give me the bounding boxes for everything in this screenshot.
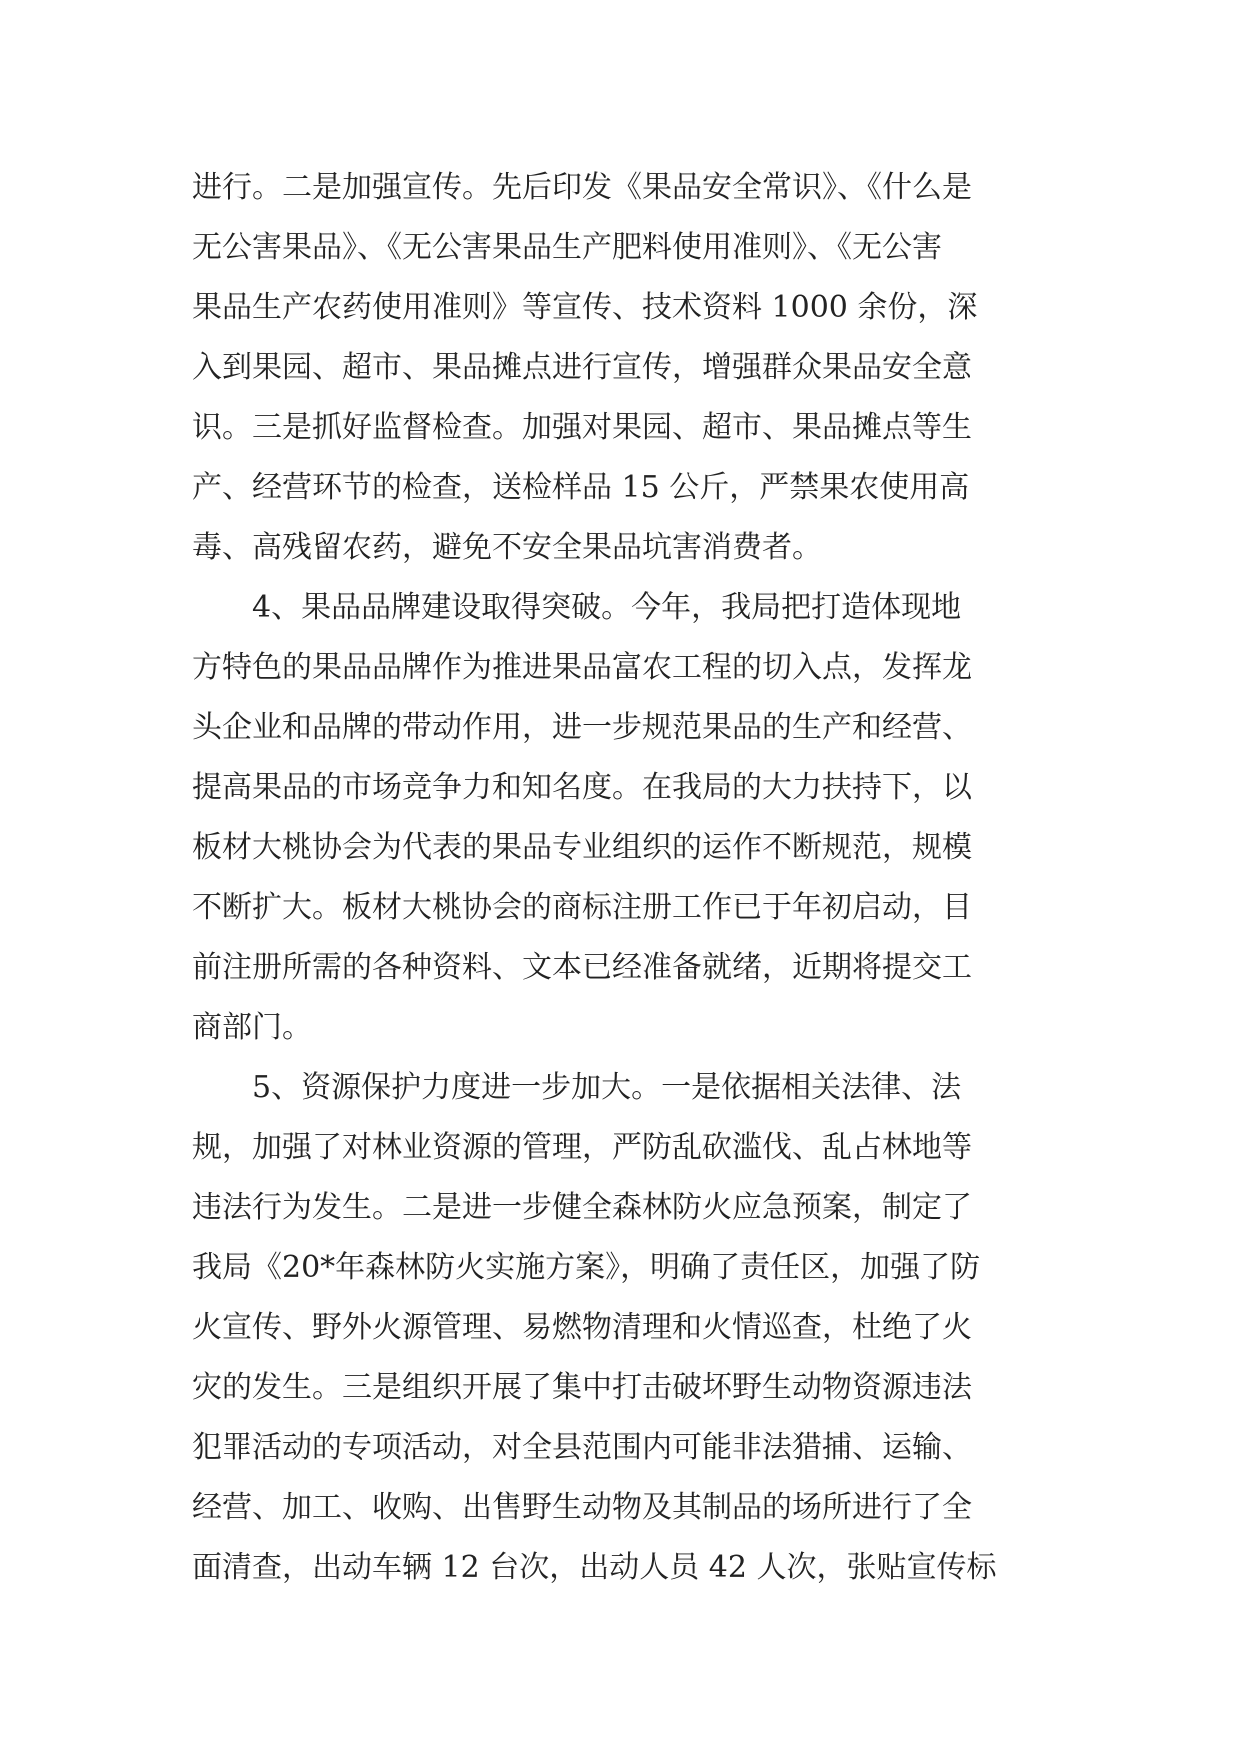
text-line: 面清查，出动车辆 12 台次，出动人员 42 人次，张贴宣传标: [192, 1550, 997, 1585]
text-line: 识。三是抓好监督检查。加强对果园、超市、果品摊点等生: [192, 410, 972, 445]
text-line: 毒、高残留农药，避免不安全果品坑害消费者。: [192, 530, 822, 565]
text-line: 火宣传、野外火源管理、易燃物清理和火情巡查，杜绝了火: [192, 1310, 972, 1345]
text-line: 入到果园、超市、果品摊点进行宣传，增强群众果品安全意: [192, 350, 972, 385]
body-text: [192, 158, 1072, 1598]
text-line: 规，加强了对林业资源的管理，严防乱砍滥伐、乱占林地等: [192, 1130, 972, 1165]
text-line: 违法行为发生。二是进一步健全森林防火应急预案，制定了: [192, 1190, 972, 1225]
paragraph-start-line: 4、果品品牌建设取得突破。今年，我局把打造体现地: [192, 590, 962, 625]
text-line: 我局《20*年森林防火实施方案》，明确了责任区，加强了防: [192, 1250, 981, 1285]
text-line: 商部门。: [192, 1010, 312, 1045]
text-line: 果品生产农药使用准则》等宣传、技术资料 1000 余份，深: [192, 290, 978, 325]
text-line: 板材大桃协会为代表的果品专业组织的运作不断规范，规模: [192, 830, 972, 865]
paragraph-start-line: 5、资源保护力度进一步加大。一是依据相关法律、法: [192, 1070, 962, 1105]
text-line: 提高果品的市场竞争力和知名度。在我局的大力扶持下，以: [192, 770, 972, 805]
text-line: 产、经营环节的检查，送检样品 15 公斤，严禁果农使用高: [192, 470, 970, 505]
text-line: 无公害果品》、《无公害果品生产肥料使用准则》、《无公害: [192, 230, 942, 265]
text-line: 方特色的果品品牌作为推进果品富农工程的切入点，发挥龙: [192, 650, 972, 685]
text-line: 灾的发生。三是组织开展了集中打击破坏野生动物资源违法: [192, 1370, 972, 1405]
text-line: 头企业和品牌的带动作用，进一步规范果品的生产和经营、: [192, 710, 972, 745]
text-line: 前注册所需的各种资料、文本已经准备就绪，近期将提交工: [192, 950, 972, 985]
text-line: 犯罪活动的专项活动，对全县范围内可能非法猎捕、运输、: [192, 1430, 972, 1465]
text-line: 经营、加工、收购、出售野生动物及其制品的场所进行了全: [192, 1490, 972, 1525]
text-line: 进行。二是加强宣传。先后印发《果品安全常识》、《什么是: [192, 170, 972, 205]
text-line: 不断扩大。板材大桃协会的商标注册工作已于年初启动，目: [192, 890, 972, 925]
